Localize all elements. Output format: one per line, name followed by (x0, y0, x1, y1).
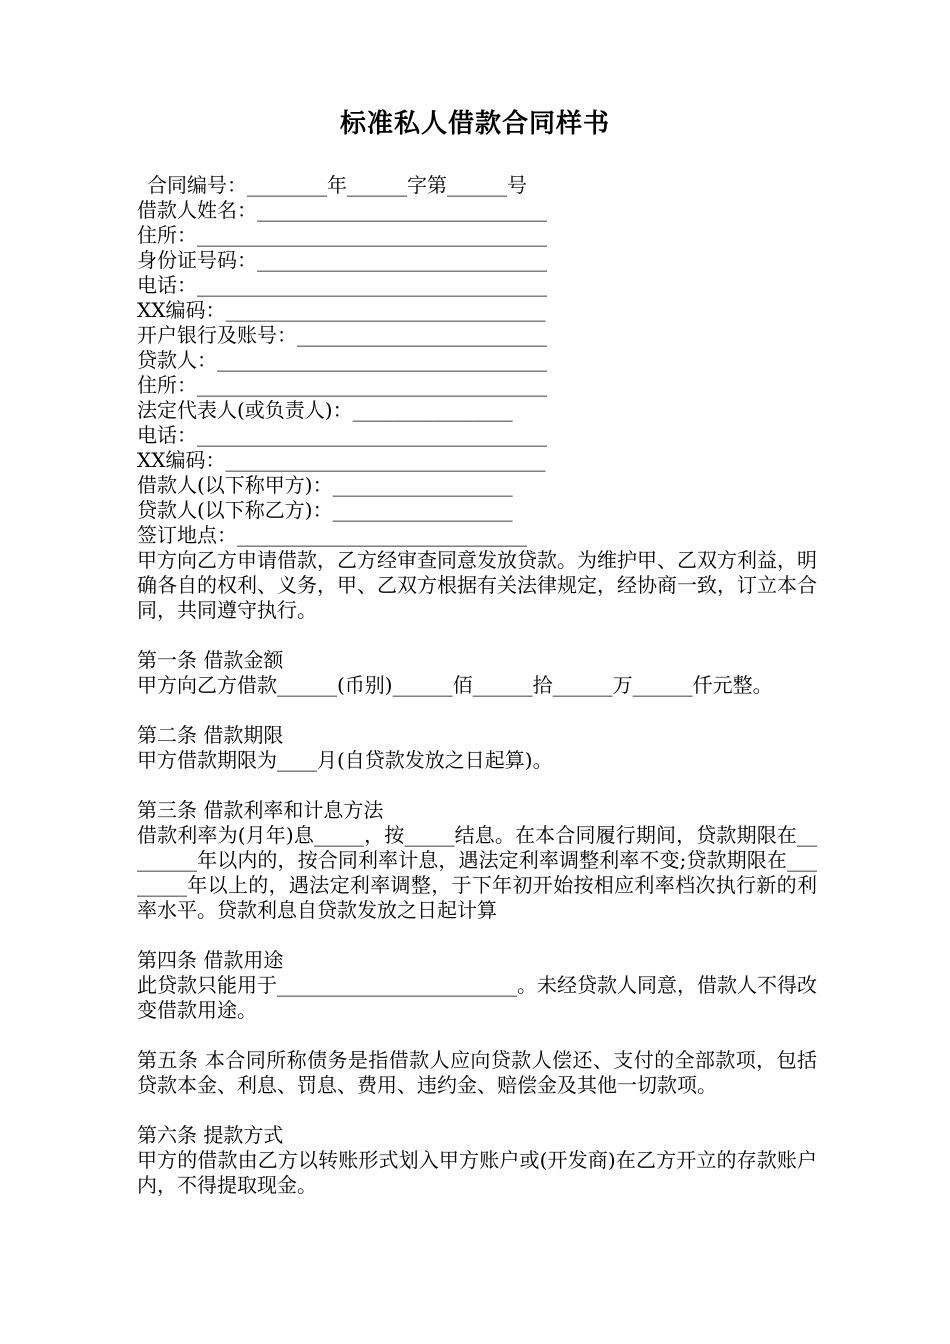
spacer (137, 773, 817, 798)
borrower-id-number-field: 身份证号码：_____________________________ (137, 248, 547, 272)
article-6-heading: 第六条 提款方式 (137, 1123, 284, 1147)
party-b-field: 贷款人(以下称乙方)：__________________ (137, 498, 513, 522)
legal-representative-field: 法定代表人(或负责人)：________________ (137, 398, 513, 422)
article-2-body: 甲方借款期限为____月(自贷款发放之日起算)。 (137, 748, 553, 772)
article-6-body: 甲方的借款由乙方以转账形式划入甲方账户或(开发商)在乙方开立的存款账户内，不得提取现金。 (137, 1148, 817, 1197)
article-1-heading: 第一条 借款金额 (137, 648, 284, 672)
lender-field: 贷款人：_________________________________ (137, 348, 547, 372)
party-a-field: 借款人(以下称甲方)：__________________ (137, 473, 513, 497)
borrower-phone-field: 电话：___________________________________ (137, 273, 547, 297)
lender-postcode-field: XX编码：________________________________ (137, 448, 546, 472)
lender-address-field: 住所：___________________________________ (137, 373, 547, 397)
article-4-heading: 第四条 借款用途 (137, 948, 284, 972)
borrower-name-field: 借款人姓名：_____________________________ (137, 198, 547, 222)
spacer (137, 623, 817, 648)
article-3-heading: 第三条 借款利率和计息方法 (137, 798, 384, 822)
article-4-body: 此贷款只能用于________________________。未经贷款人同意，借款人不得改变借款用途。 (137, 973, 817, 1022)
borrower-postcode-field: XX编码：________________________________ (137, 298, 546, 322)
article-2-heading: 第二条 借款期限 (137, 723, 284, 747)
intro-paragraph: 甲方向乙方申请借款，乙方经审查同意发放贷款。为维护甲、乙双方利益，明确各自的权利、义务，甲、乙双方根据有关法律规定，经协商一致，订立本合同，共同遵守执行。 (137, 548, 817, 622)
spacer (137, 1023, 817, 1048)
contract-number-field: 合同编号：________年______字第______号 (147, 173, 527, 197)
borrower-address-field: 住所：___________________________________ (137, 223, 547, 247)
spacer (137, 1098, 817, 1123)
spacer (137, 698, 817, 723)
signing-place-field: 签订地点：_____________________________ (137, 523, 527, 547)
article-1-body: 甲方向乙方借款______(币别)______佰______拾______万______仟元整。 (137, 673, 773, 697)
document-title: 标准私人借款合同样书 (339, 109, 610, 139)
bank-account-field: 开户银行及账号：_________________________ (137, 323, 547, 347)
lender-phone-field: 电话：___________________________________ (137, 423, 547, 447)
spacer (137, 923, 817, 948)
article-5-body: 第五条 本合同所称债务是指借款人应向贷款人偿还、支付的全部款项，包括贷款本金、利息、罚息、费用、违约金、赔偿金及其他一切款项。 (137, 1048, 817, 1097)
document-body (137, 173, 817, 1198)
article-3-body: 借款利率为(月年)息_____，按_____结息。在本合同履行期间，贷款期限在________年以内的，按合同利率计息，遇法定利率调整利率不变;贷款期限在________年以上的，遇法定利率调整，于下年初开始按相应利率档次执行新的利率水平。贷款利息自贷款发放之日起计算 (137, 823, 817, 922)
